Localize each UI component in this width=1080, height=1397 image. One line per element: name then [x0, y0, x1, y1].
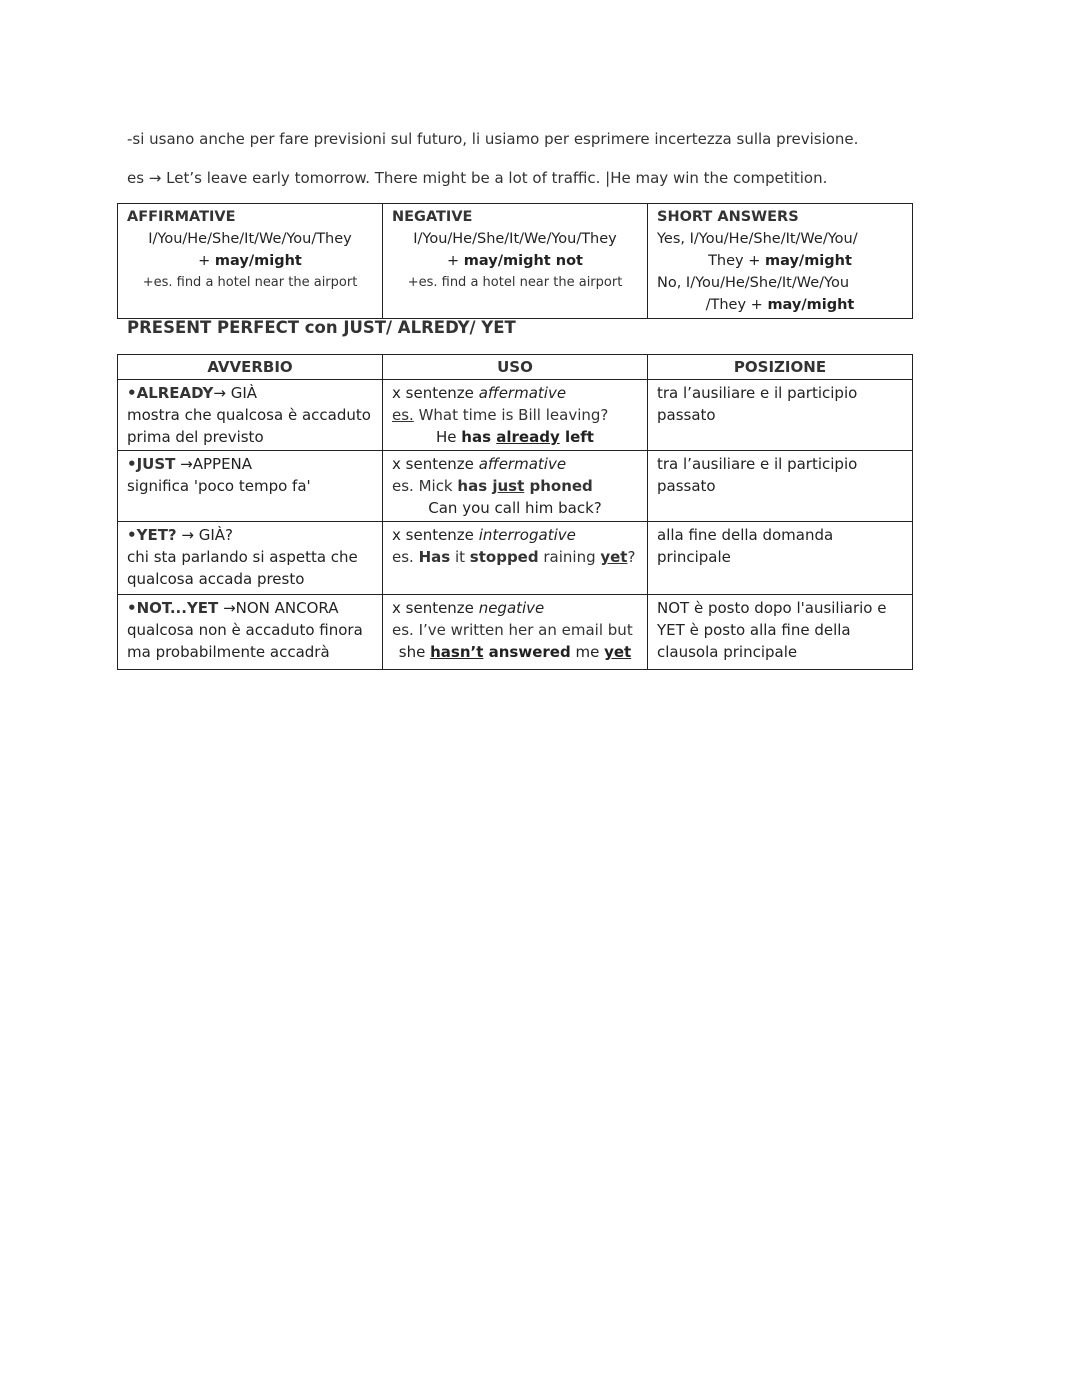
use-cell [383, 380, 648, 451]
use-type: affermative [478, 455, 567, 473]
use-prefix: x sentenze [392, 599, 479, 617]
adverb-label: •YET? [127, 526, 177, 544]
section-title: PRESENT PERFECT con JUST/ ALREDY/ YET [127, 318, 516, 337]
example-part: hasn’t [430, 643, 484, 661]
adverb-meaning: significa 'poco tempo fa' [127, 477, 311, 495]
yes-they: They + [708, 253, 765, 269]
affirmative-verb: may/might [214, 253, 302, 269]
example-part: just [492, 477, 525, 495]
adverb-cell [118, 451, 383, 522]
use-cell [383, 451, 648, 522]
use-type: affermative [478, 384, 567, 402]
short-answers-cell [648, 204, 913, 319]
use-cell [383, 522, 648, 595]
short-answer-no: No, I/You/He/She/It/We/You [657, 275, 850, 291]
negative-cell [383, 204, 648, 319]
example-part: left [559, 428, 594, 446]
example-second-line: Can you call him back? [428, 499, 602, 517]
no-they: /They + [705, 297, 768, 313]
modal-verbs-table [117, 203, 913, 319]
example-part: has [461, 428, 497, 446]
example-part: es. [392, 548, 419, 566]
negative-example: +es. find a hotel near the airport [407, 275, 623, 290]
use-cell [383, 595, 648, 670]
use-prefix: x sentenze [392, 526, 479, 544]
example-part: it [450, 548, 470, 566]
short-answers-header: SHORT ANSWERS [657, 209, 799, 225]
affirmative-example: +es. find a hotel near the airport [142, 275, 358, 290]
adverb-cell [118, 595, 383, 670]
negative-verb: may/might not [463, 253, 583, 269]
adverb-meaning: qualcosa non è accaduto finora ma probabilmente accadrà [127, 621, 363, 661]
column-header-avverbio: AVVERBIO [118, 355, 383, 380]
example-part: yet [600, 548, 628, 566]
table-header-row [118, 355, 913, 380]
adverb-label: •NOT...YET [127, 599, 219, 617]
affirmative-verb-line [127, 250, 373, 272]
example-part: es. Mick [392, 477, 458, 495]
example-part: she [398, 643, 431, 661]
adverb-translation: →NON ANCORA [218, 599, 339, 617]
adverb-meaning: mostra che qualcosa è accaduto prima del previsto [127, 406, 371, 446]
adverb-label: •JUST [127, 455, 176, 473]
adverb-meaning: chi sta parlando si aspetta che qualcosa accada presto [127, 548, 358, 588]
example-part: Has [418, 548, 451, 566]
use-prefix: x sentenze [392, 384, 479, 402]
yes-verb: may/might [765, 253, 852, 269]
use-type: negative [478, 599, 545, 617]
column-header-posizione: POSIZIONE [648, 355, 913, 380]
use-prefix: x sentenze [392, 455, 479, 473]
example-part: ? [627, 548, 636, 566]
plus-sign: + [447, 253, 464, 269]
example-part: phoned [524, 477, 593, 495]
affirmative-subjects: I/You/He/She/It/We/You/They [148, 231, 352, 247]
short-answer-no-verb-line [657, 294, 903, 316]
example-part: raining [538, 548, 601, 566]
negative-verb-line [392, 250, 638, 272]
adverb-translation: → GIÀ [213, 384, 258, 402]
no-verb: may/might [767, 297, 855, 313]
example-part: yet [604, 643, 632, 661]
example-part: me [570, 643, 605, 661]
table-row [118, 451, 913, 522]
table-row [118, 380, 913, 451]
adverb-translation: →APPENA [175, 455, 253, 473]
adverbs-table [117, 354, 913, 670]
affirmative-cell [118, 204, 383, 319]
example-part: stopped [469, 548, 539, 566]
example-part: already [496, 428, 560, 446]
negative-subjects: I/You/He/She/It/We/You/They [413, 231, 617, 247]
position-cell: tra l’ausiliare e il participio passato [648, 451, 913, 522]
adverb-label: •ALREADY [127, 384, 214, 402]
plus-sign: + [198, 253, 215, 269]
adverb-cell [118, 380, 383, 451]
example-part: He [436, 428, 462, 446]
adverb-translation: → GIÀ? [176, 526, 234, 544]
intro-line-2: es → Let’s leave early tomorrow. There might be a lot of traffic. |He may win the competition. [127, 169, 828, 187]
position-cell: alla fine della domanda principale [648, 522, 913, 595]
example-label: es. [392, 406, 414, 424]
negative-header: NEGATIVE [392, 209, 473, 225]
intro-line-1: -si usano anche per fare previsioni sul futuro, li usiamo per esprimere incertezza sulla previsione. [127, 130, 859, 148]
column-header-uso: USO [383, 355, 648, 380]
example-part: answered [483, 643, 571, 661]
example-part: has [457, 477, 493, 495]
table-row [118, 522, 913, 595]
short-answer-yes: Yes, I/You/He/She/It/We/You/ [657, 231, 858, 247]
use-type: interrogative [478, 526, 576, 544]
adverb-cell [118, 522, 383, 595]
position-cell: tra l’ausiliare e il participio passato [648, 380, 913, 451]
example-text: What time is Bill leaving? [413, 406, 609, 424]
position-cell: NOT è posto dopo l'ausiliario e YET è posto alla fine della clausola principale [648, 595, 913, 670]
example-first-line: es. I’ve written her an email but [392, 621, 633, 639]
short-answer-yes-verb-line [657, 250, 903, 272]
affirmative-header: AFFIRMATIVE [127, 209, 236, 225]
table-row [118, 595, 913, 670]
